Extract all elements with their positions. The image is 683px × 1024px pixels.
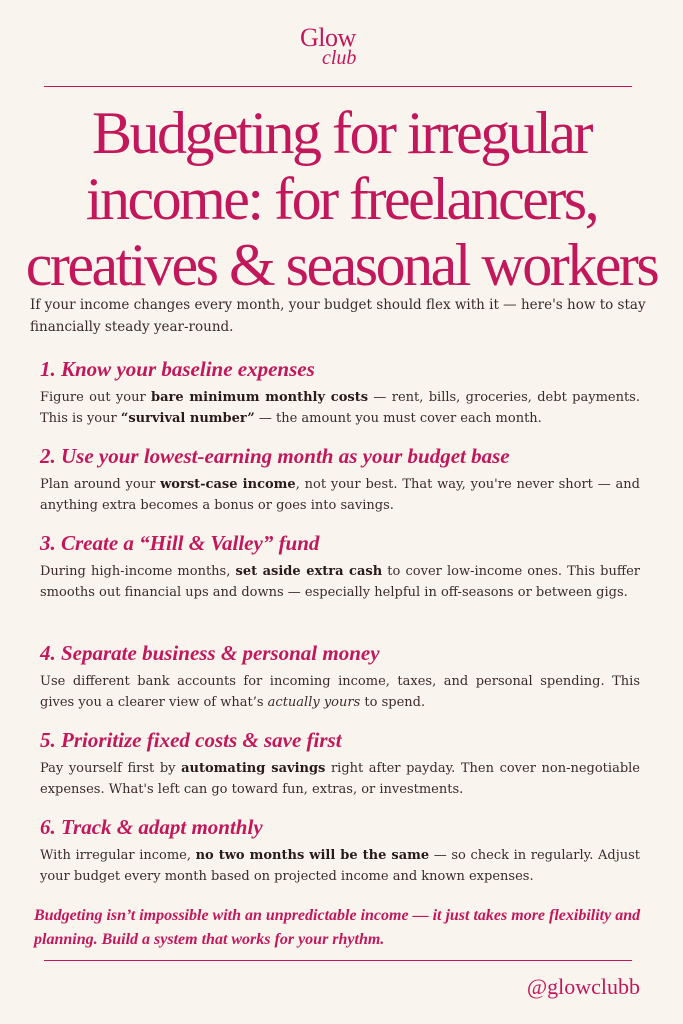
section-body: Figure out your bare minimum monthly costs — rent, bills, groceries, debt payments. This is your “survival number” — the amount you must cover each month.: [40, 390, 640, 426]
section-track-adapt: [40, 814, 640, 887]
glow-club-logo: [300, 23, 390, 70]
social-handle: @glowclubb: [526, 974, 640, 999]
section-baseline-expenses: [40, 356, 640, 429]
top-divider: [44, 86, 632, 87]
section-heading: 2. Use your lowest-earning month as your budget base: [40, 444, 510, 468]
section-separate-money: [40, 640, 640, 713]
section-heading: 3. Create a “Hill & Valley” fund: [40, 531, 320, 555]
section-heading: 5. Prioritize fixed costs & save first: [40, 728, 342, 752]
section-lowest-month: [40, 443, 640, 516]
section-prioritize-fixed-costs: [40, 727, 640, 800]
section-heading: 4. Separate business & personal money: [40, 641, 380, 665]
section-body: Use different bank accounts for incoming income, taxes, and personal spending. This gives you a clearer view of what’s actually yours to spend.: [40, 674, 640, 710]
section-hill-valley-fund: [40, 530, 640, 603]
page-title: Budgeting for irregular income: for freelancers, creatives & seasonal workers: [25, 100, 658, 298]
bottom-divider: [44, 960, 632, 961]
logo-word-club: club: [322, 47, 357, 70]
logo-word-glow: Glow: [300, 23, 356, 52]
section-body: Pay yourself first by automating savings right after payday. Then cover non-negotiable expenses. What's left can go toward fun, extras, or investments.: [40, 761, 640, 797]
section-heading: 6. Track & adapt monthly: [40, 815, 263, 839]
section-heading: 1. Know your baseline expenses: [40, 357, 315, 381]
section-body: With irregular income, no two months will be the same — so check in regularly. Adjust your budget every month based on projected income and known expenses.: [40, 848, 640, 884]
closing-statement: Budgeting isn’t impossible with an unpredictable income — it just takes more flexibility and planning. Build a system that works for your rhythm.: [34, 907, 641, 948]
intro-text: If your income changes every month, your budget should flex with it — here's how to stay financially steady year-round.: [30, 297, 646, 335]
section-body: Plan around your worst-case income, not your best. That way, you're never short — and anything extra becomes a bonus or goes into savings.: [40, 477, 640, 513]
section-body: During high-income months, set aside extra cash to cover low-income ones. This buffer smooths out financial ups and downs — especially helpful in off-seasons or between gigs.: [40, 564, 640, 600]
